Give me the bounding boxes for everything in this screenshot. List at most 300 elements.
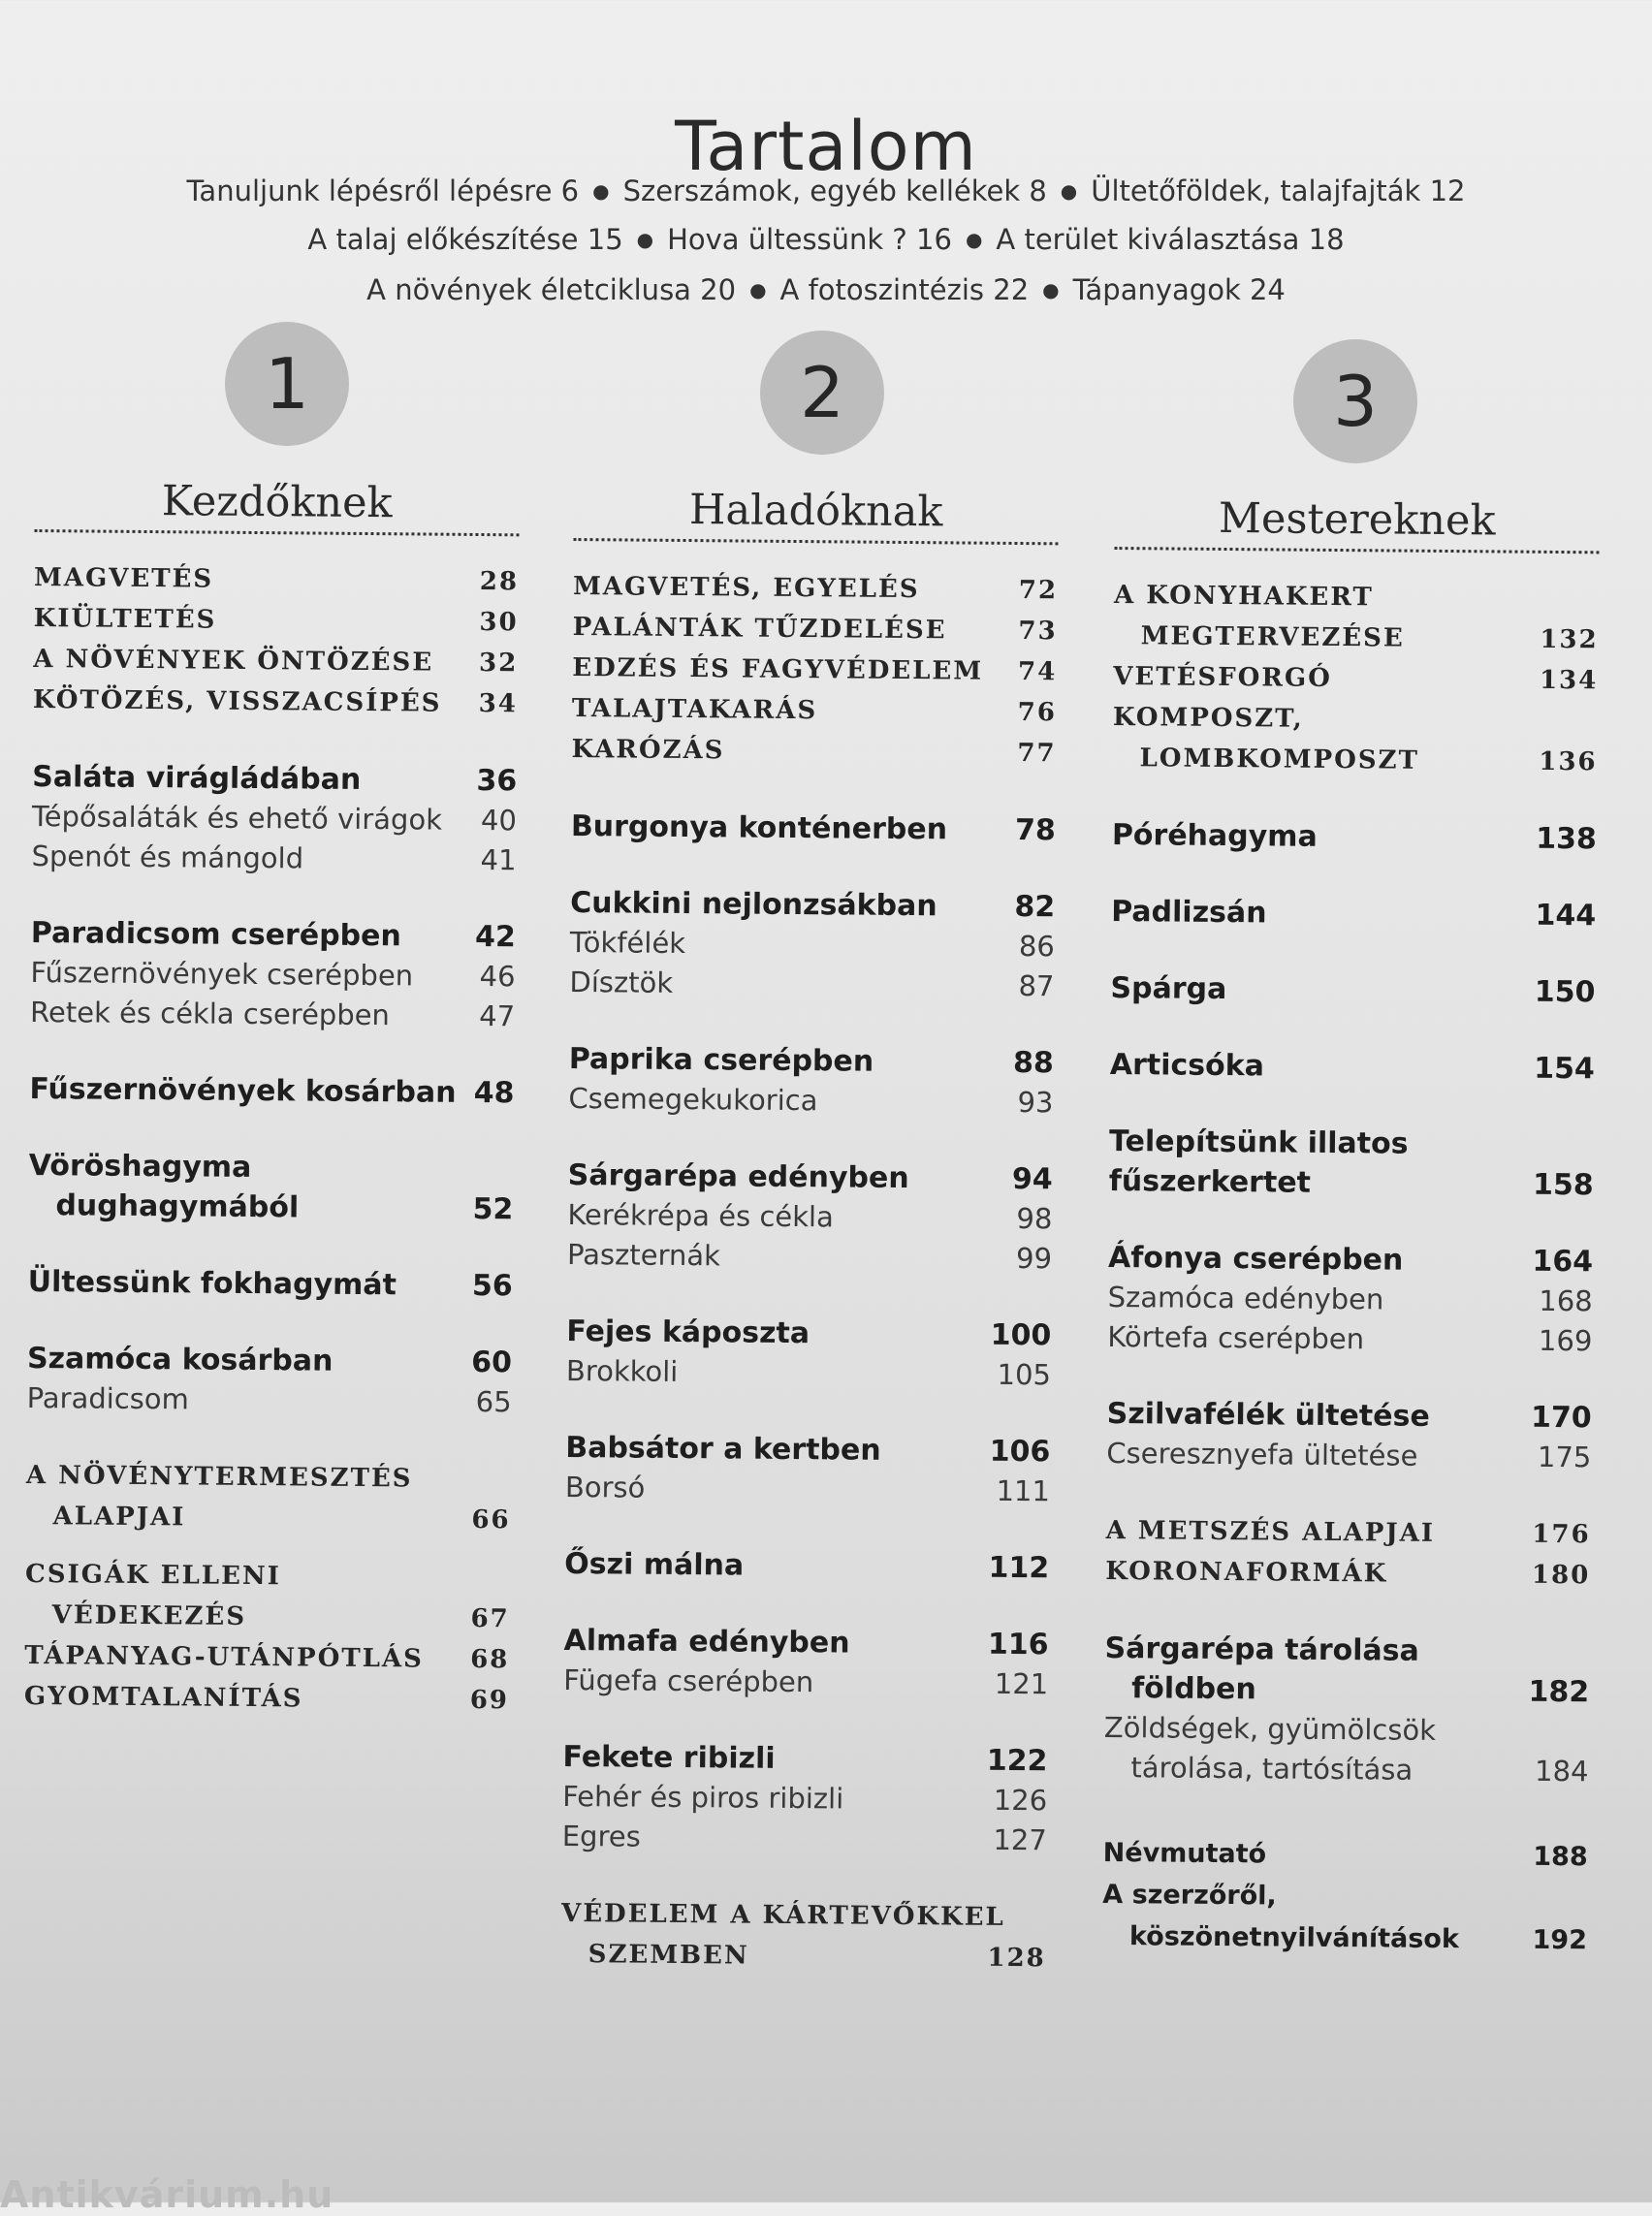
toc-row [1103,1832,1588,1878]
group-gap [1107,1357,1592,1398]
entry-title: VÉDELEM A KÁRTEVŐKKEL [560,1898,1005,1932]
intro-line-3 [0,273,1652,306]
entry-title: Őszi málna [564,1546,745,1583]
group-gap [1108,1201,1593,1242]
toc-entry [28,1146,514,1229]
page-number: 94 [1011,1161,1053,1197]
page-number: 77 [1017,739,1057,769]
toc-entry [572,688,1057,733]
toc-group [564,1544,1049,1588]
intro-item: Hova ültessünk ? 16 [667,223,952,256]
toc-row [30,953,515,997]
entry-title: Áfonya cserépben [1107,1240,1404,1278]
page-number: 52 [472,1191,514,1227]
group-gap [563,1700,1048,1741]
toc-row [572,648,1057,692]
intro-line-2 [0,223,1652,256]
toc-row [572,688,1057,733]
entry-title: Csemegekukorica [568,1081,818,1118]
entry-title: Fűszernövények cserépben [30,955,414,993]
group-gap [567,1275,1052,1315]
entry-title: Egres [561,1819,641,1853]
entry-title: köszönetnyilvánítások [1128,1921,1459,1955]
group-gap [1106,1473,1591,1514]
group-gap [1109,1085,1594,1125]
entry-title: Fügefa cserépben [563,1662,814,1699]
entry-title: Kerékrépa és cékla [567,1197,834,1234]
entry-title: A NÖVÉNYTERMESZTÉS [25,1460,413,1494]
entry-title: Tökfélék [569,925,686,961]
entry-title: Almafa edényben [563,1623,850,1661]
toc-entry [30,953,515,997]
page-number: 122 [986,1743,1048,1779]
toc-row [33,680,518,724]
page-number: 150 [1534,974,1596,1010]
entry-title: Spenót és mángold [31,839,304,875]
page-number: 121 [994,1666,1049,1701]
page-number: 168 [1539,1283,1593,1318]
entry-title: tárolása, tartósítása [1130,1751,1414,1787]
toc-group [1102,1832,1588,1961]
toc-entry [573,607,1058,651]
toc-entry [1111,892,1596,935]
toc-entry [32,757,517,801]
entry-title: Fejes káposzta [566,1314,810,1351]
toc-row [25,1496,510,1540]
entry-title: Zöldségek, gyümölcsök [1103,1710,1437,1747]
intro-item: A fotoszintézis 22 [779,273,1030,306]
entry-title: A szerzőről, [1102,1879,1277,1912]
bullet-icon: ● [636,228,654,251]
entry-title: VETÉSFORGÓ [1113,661,1332,693]
toc-entry [1112,697,1598,782]
toc-entry [573,566,1058,611]
toc-row [567,1195,1052,1239]
group-gap [568,1119,1053,1159]
column-masters [1102,491,1600,1961]
page-number: 34 [478,689,519,719]
toc-entry [567,1195,1052,1239]
group-gap [561,1856,1046,1897]
toc-entry [26,1378,511,1422]
intro-item: Szerszámok, egyéb kellékek 8 [622,174,1047,207]
page-number: 111 [996,1473,1051,1508]
toc-entry [33,680,518,724]
page-number: 98 [1016,1202,1053,1236]
toc-row [28,1262,513,1306]
toc-group [33,557,519,724]
toc-entry [1110,1045,1595,1089]
page-number: 134 [1539,665,1599,696]
page-number: 100 [990,1317,1052,1353]
toc-entry [1110,968,1595,1012]
toc-row [569,963,1054,1006]
toc-entry [32,797,517,840]
page-number: 175 [1537,1440,1592,1474]
intro-item: Ültetőföldek, talajfajták 12 [1091,174,1466,207]
section-number-1: 1 [225,322,349,446]
toc-entry [1105,1551,1590,1596]
entry-title: KORONAFORMÁK [1105,1556,1388,1589]
page-number: 164 [1532,1244,1594,1280]
entry-title: MAGVETÉS [33,562,214,594]
toc-group [1103,1629,1589,1791]
toc-entry [565,1468,1050,1511]
column-heading: Kezdőknek [161,477,393,528]
group-gap [1103,1788,1588,1836]
toc-group [29,1069,514,1113]
toc-group [565,1428,1051,1511]
intro-item: A talaj előkészítése 15 [307,223,623,256]
page-title: Tartalom [675,107,977,186]
page-number: 46 [479,960,516,994]
toc-row [567,1235,1052,1279]
entry-title: Padlizsán [1111,894,1267,931]
intro-line-1 [0,174,1652,207]
bullet-icon: ● [592,179,610,203]
toc-row [1105,1551,1590,1596]
entry-title: Dísztök [569,965,674,999]
toc-entry [561,1893,1047,1979]
toc-entry [25,1554,511,1639]
toc-row [1112,738,1597,782]
group-gap [30,1032,515,1073]
page-number: 41 [480,843,517,877]
toc-group [26,1339,512,1422]
page-number: 144 [1535,898,1597,934]
toc-row [563,1621,1048,1664]
entry-title: Fehér és piros ribizli [562,1779,844,1816]
group-gap [32,720,517,761]
toc-entry [564,1544,1049,1588]
entry-title: Póréhagyma [1111,817,1318,854]
toc-entry [34,557,519,602]
page-number: 87 [1018,969,1055,1003]
toc-row [1114,575,1599,619]
toc-group [561,1893,1047,1979]
toc-entry [572,648,1057,692]
page-number: 68 [470,1644,510,1675]
page-number: 47 [479,999,516,1033]
page-number: 116 [987,1627,1049,1662]
bullet-icon: ● [1060,179,1078,203]
toc-entry [568,1079,1053,1123]
toc-group [563,1621,1049,1704]
toc-entry [1102,1874,1588,1961]
page-number: 182 [1528,1674,1590,1710]
toc-group [571,566,1058,774]
bullet-icon: ● [1042,278,1060,301]
toc-row [25,1595,510,1639]
toc-row [32,757,517,801]
toc-row [1104,1668,1589,1712]
entry-title: ALAPJAI [52,1502,186,1533]
page-number: 154 [1534,1051,1595,1087]
page-number: 99 [1015,1242,1053,1276]
toc-entry [33,639,518,683]
toc-row [1110,1045,1595,1089]
intro-item: A növények életciklusa 20 [366,273,737,306]
toc-row [1113,656,1598,701]
page-number: 74 [1017,657,1058,687]
toc-entry [1113,656,1598,701]
toc-row [562,1777,1047,1820]
toc-group [1112,815,1597,859]
toc-group [24,1554,510,1721]
toc-entry [563,1621,1048,1664]
entry-title: Articsóka [1109,1047,1265,1084]
page-number: 69 [469,1685,510,1716]
toc-group [1110,968,1595,1012]
group-gap [569,1002,1054,1043]
entry-title: Ültessünk fokhagymát [27,1264,397,1303]
watermark: Antikvárium.hu [0,2173,334,2216]
toc-row [1105,1510,1590,1555]
page-number: 66 [471,1504,511,1535]
page-number: 188 [1533,1841,1588,1873]
page-number: 180 [1531,1560,1591,1591]
entry-title: GYOMTALANÍTÁS [23,1681,303,1714]
group-gap [1105,1592,1590,1632]
toc-entry [571,807,1056,850]
page-number: 112 [988,1550,1050,1586]
entry-title: Tépősaláták és ehető virágok [31,799,443,837]
toc-entry [1103,1832,1588,1878]
column-heading: Haladóknak [688,486,943,537]
entry-title: Szilvafélék ültetése [1106,1396,1430,1434]
entry-title: EDZÉS ÉS FAGYVÉDELEM [572,652,984,686]
section-number-3: 3 [1293,339,1417,463]
toc-row [562,1737,1047,1781]
toc-row [24,1635,509,1680]
page-number: 158 [1532,1167,1594,1203]
toc-row [1111,892,1596,935]
entry-title: Paprika cserépben [568,1041,874,1079]
toc-row [564,1544,1049,1588]
group-gap [571,770,1056,810]
toc-entry [562,1777,1047,1820]
toc-row [1109,1122,1594,1165]
toc-entry [1104,1629,1590,1712]
column-advanced [561,482,1059,1979]
toc-group [567,1155,1053,1279]
toc-row [1102,1874,1587,1919]
toc-row [26,1455,511,1500]
toc-entry [1108,1278,1593,1321]
toc-row [573,607,1058,651]
page-number: 48 [473,1075,515,1111]
group-gap [1110,1008,1595,1049]
toc-group [28,1262,513,1306]
toc-entry [563,1661,1048,1704]
entry-title: Névmutató [1102,1837,1267,1870]
toc-row [1106,1434,1591,1477]
entry-title: Saláta virágládában [32,759,362,797]
toc-group [1111,892,1596,935]
toc-entry [569,1039,1054,1083]
toc-row [27,1339,512,1382]
page-number: 30 [479,608,519,638]
group-gap [565,1391,1050,1432]
entry-title: Vöröshagyma [28,1148,252,1185]
entry-title: Szamóca kosárban [26,1341,334,1378]
entry-title: KARÓZÁS [571,734,725,766]
toc-group [31,757,517,880]
toc-row [562,1817,1047,1860]
toc-entry [30,993,515,1036]
entry-title: KOMPOSZT, [1112,702,1304,734]
toc-entry [566,1351,1051,1395]
toc-row [1108,1238,1593,1282]
toc-row [29,1146,514,1189]
page-number: 56 [471,1268,513,1304]
toc-row [1103,1748,1588,1791]
entry-title: CSIGÁK ELLENI [24,1559,282,1592]
toc-entry [29,1069,514,1113]
toc-row [31,913,516,957]
entry-title: Sárgarépa tárolása [1104,1630,1420,1668]
toc-entry [28,1262,513,1306]
toc-row [31,837,516,880]
entry-title: Paradicsom cserépben [30,915,401,954]
entry-title: SZEMBEN [588,1940,749,1971]
toc-row [26,1378,511,1422]
toc-row [28,1186,513,1229]
toc-row [563,1661,1048,1704]
page-number: 76 [1017,698,1058,728]
page-number: 128 [987,1943,1046,1974]
entry-title: Telepítsünk illatos [1108,1124,1409,1161]
toc-row [1102,1915,1587,1961]
group-gap [28,1225,513,1266]
entry-title: Paradicsom [26,1380,189,1416]
page-number: 170 [1530,1400,1592,1436]
page-number: 184 [1534,1754,1589,1789]
toc-row [32,797,517,840]
toc-row [569,1039,1054,1083]
toc-group [1112,575,1599,782]
group-gap [564,1584,1049,1625]
page-number: 176 [1532,1519,1591,1550]
toc-row [1107,1394,1592,1438]
toc-row [570,883,1055,927]
toc-entry [1105,1510,1590,1555]
page-number: 127 [993,1822,1047,1857]
toc-entry [571,729,1056,774]
toc-row [1104,1629,1589,1672]
toc-row [566,1351,1051,1395]
toc-row [568,1155,1053,1199]
entry-title: KIÜLTETÉS [33,603,217,635]
toc-row [571,807,1056,850]
toc-entry [568,1155,1053,1199]
toc-entry [25,1455,511,1540]
toc-row [573,566,1058,611]
bullet-icon: ● [965,228,983,251]
toc-group [1106,1394,1592,1477]
toc-entry [1108,1238,1593,1282]
entry-title: A NÖVÉNYEK ÖNTÖZÉSE [33,644,434,678]
toc-row [25,1554,510,1599]
entry-title: Babsátor a kertben [565,1430,881,1468]
page-number: 105 [997,1357,1052,1392]
group-gap [564,1507,1049,1548]
entry-title: Burgonya konténerben [570,808,948,847]
entry-title: Paszternák [566,1237,721,1273]
entry-title: dughagymából [55,1188,300,1225]
intro-item: Tanuljunk lépésről lépésre 6 [186,174,580,207]
toc-group [30,913,516,1036]
toc-entry [1107,1394,1592,1438]
entry-title: PALÁNTÁK TŰZDELÉSE [572,612,947,646]
entry-title: fűszerkertet [1108,1163,1312,1200]
toc-group [1109,1122,1595,1205]
toc-entry [1103,1708,1589,1791]
group-gap [1112,778,1597,819]
toc-row [561,1893,1046,1938]
entry-title: A KONYHAKERT [1113,580,1374,613]
bullet-icon: ● [749,278,767,301]
toc-entry [1114,575,1600,660]
entry-title: Retek és cékla cserépben [29,995,391,1032]
toc-row [565,1468,1050,1511]
toc-entry [31,913,516,957]
group-gap [27,1302,512,1343]
toc-row [1108,1278,1593,1321]
toc-entry [570,883,1055,927]
toc-row [1109,1161,1594,1205]
entry-title: Brokkoli [565,1353,679,1388]
toc-entry [565,1428,1050,1472]
entry-title: földben [1131,1671,1256,1707]
toc-entry [1109,1122,1595,1205]
toc-entry [24,1676,509,1721]
page-number: 138 [1536,821,1598,857]
group-gap [29,1109,514,1150]
toc-group [28,1146,514,1229]
entry-title: Borsó [564,1470,646,1504]
page-number: 67 [470,1603,510,1634]
toc-row [1107,1317,1592,1361]
toc-entry [570,923,1055,966]
toc-group [568,1039,1054,1123]
entry-title: KÖTÖZÉS, VISSZACSÍPÉS [32,684,442,718]
entry-title: Cseresznyefa ültetése [1106,1436,1418,1472]
page-number: 93 [1017,1086,1054,1120]
toc-row [1104,1708,1589,1752]
toc-row [29,1069,514,1113]
group-gap [1111,855,1596,896]
toc-row [570,923,1055,966]
page-number: 73 [1018,617,1058,647]
page-number: 82 [1014,889,1056,925]
page-number: 136 [1539,746,1598,777]
page-number: 42 [474,919,516,955]
entry-title: MAGVETÉS, EGYELÉS [572,571,920,605]
page-number: 106 [989,1434,1051,1470]
toc-row [1114,616,1599,660]
toc-row [1112,815,1597,859]
page-number: 72 [1018,576,1059,606]
entry-title: TALAJTAKARÁS [571,693,818,726]
page-number: 28 [479,567,520,597]
column-beginners [24,473,520,1721]
toc-entry [566,1312,1051,1355]
page-number: 32 [478,649,519,679]
page-number: 126 [993,1783,1048,1818]
toc-entry [34,598,519,643]
toc-entry [31,837,516,880]
